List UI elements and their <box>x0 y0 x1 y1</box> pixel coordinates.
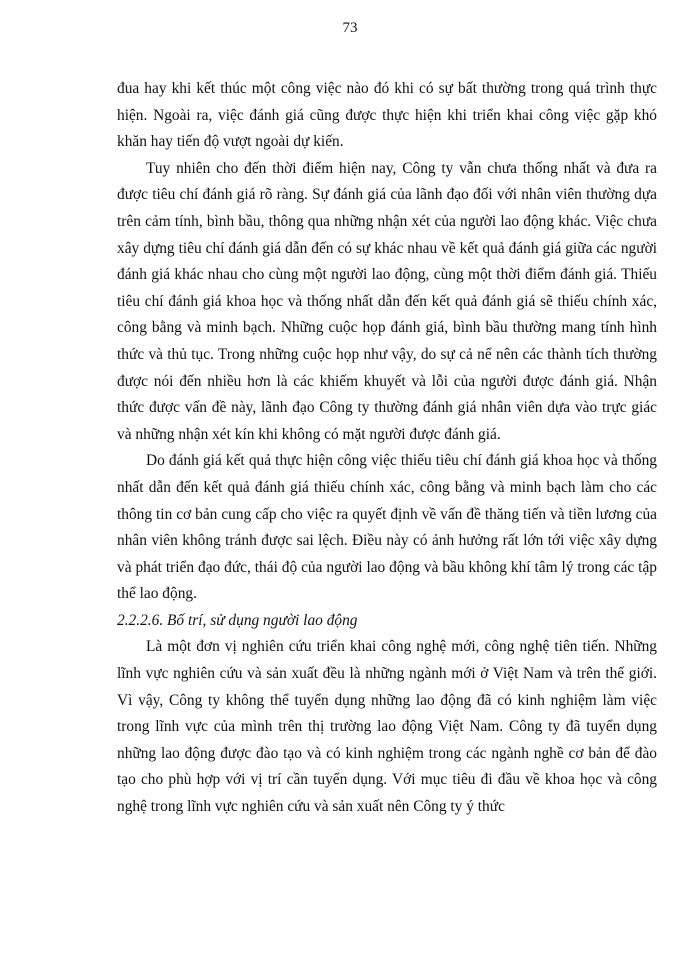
body-text <box>117 76 657 821</box>
paragraph-evaluation-consequences: Do đánh giá kết quả thực hiện công việc thiếu tiêu chí đánh giá khoa học và thống nhất dẫn đến kết quả đánh giá thiếu chính xác, công bằng và minh bạch làm cho các thông tin cơ bản cung cấp cho việc ra quyết định về vấn đề thăng tiến và tiền lương của nhân viên không tránh được sai lệch. Điều này có ảnh hưởng rất lớn tới việc xây dựng và phát triển đạo đức, thái độ của người lao động và bầu không khí tâm lý trong các tập thể lao động. <box>117 452 657 603</box>
paragraph-continuation: đua hay khi kết thúc một công việc nào đó khi có sự bất thường trong quá trình thực hiện. Ngoài ra, việc đánh giá cũng được thực hiện khi triển khai công việc gặp khó khăn hay tiến độ vượt ngoài dự kiến. <box>117 80 657 151</box>
paragraph-evaluation-criteria: Tuy nhiên cho đến thời điểm hiện nay, Công ty vẫn chưa thống nhất và đưa ra được tiêu chí đánh giá rõ ràng. Sự đánh giá của lãnh đạo đối với nhân viên thường dựa trên cảm tính, bình bầu, thông qua những nhận xét của người lao động khác. Việc chưa xây dựng tiêu chí đánh giá dẫn đến có sự khác nhau về kết quả đánh giá giữa các người đánh giá khác nhau cho cùng một người lao động, cùng một thời điểm đánh giá. Thiếu tiêu chí đánh giá khoa học và thống nhất dẫn đến kết quả đánh giá sẽ thiếu chính xác, công bằng và minh bạch. Những cuộc họp đánh giá, bình bầu thường mang tính hình thức và thủ tục. Trong những cuộc họp như vậy, do sự cả nể nên các thành tích thường được nói đến nhiều hơn là các khiếm khuyết và lỗi của người được đánh giá. Nhận thức được vấn đề này, lãnh đạo Công ty thường đánh giá nhân viên dựa vào trực giác và những nhận xét kín khi không có mặt người được đánh giá. <box>117 159 657 443</box>
section-heading: 2.2.2.6. Bố trí, sử dụng người lao động <box>117 611 358 629</box>
page-number: 73 <box>342 20 358 36</box>
paragraph-staff-placement: Là một đơn vị nghiên cứu triển khai công nghệ mới, công nghệ tiên tiến. Những lĩnh vực nghiên cứu và sản xuất đều là những ngành mới ở Việt Nam và trên thế giới. Vì vậy, Công ty không thể tuyển dụng những lao động đã có kinh nghiệm làm việc trong lĩnh vực của mình trên thị trường lao động Việt Nam. Công ty đã tuyển dụng những lao động được đào tạo và có kinh nghiệm trong các ngành nghề cơ bản để đào tạo cho phù hợp với vị trí cần tuyển dụng. Với mục tiêu đi đầu về khoa học và công nghệ trong lĩnh vực nghiên cứu và sản xuất nên Công ty ý thức <box>117 638 657 816</box>
